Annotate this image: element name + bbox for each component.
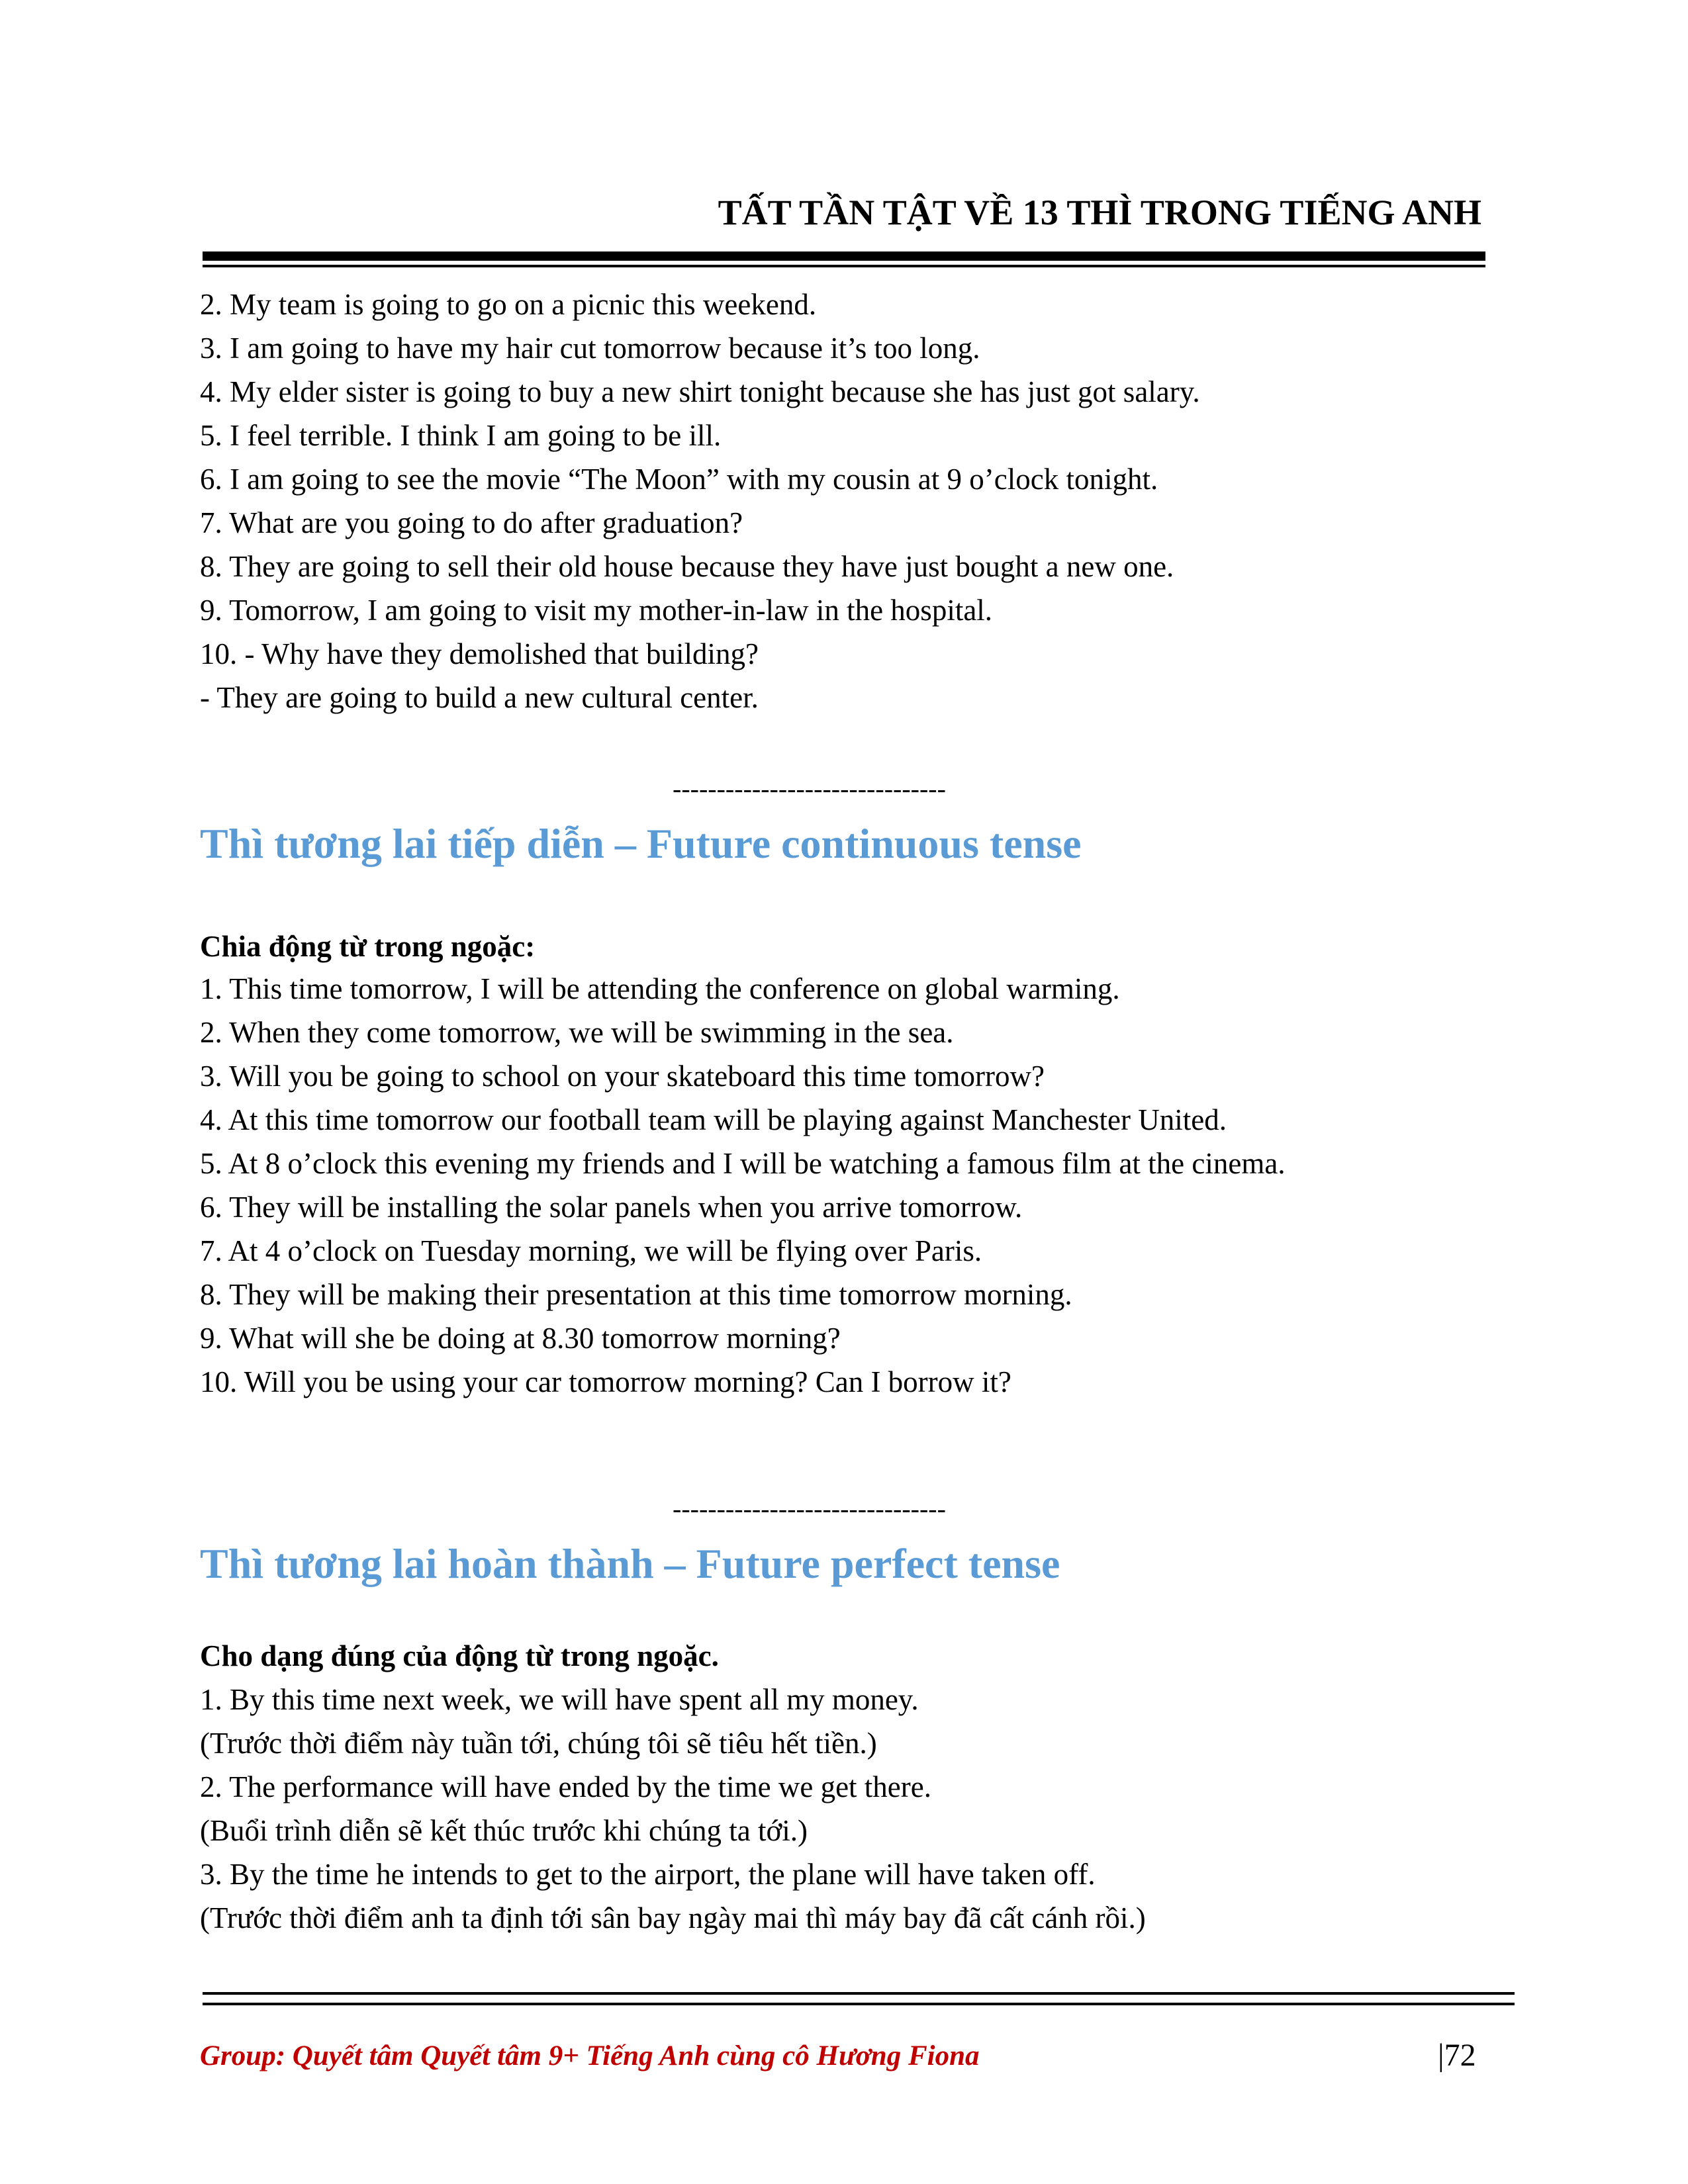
list-item: 6. I am going to see the movie “The Moon” with my cousin at 9 o’clock tonight. [200, 463, 1158, 496]
future-perfect-title: Thì tương lai hoàn thành – Future perfect tense [200, 1540, 1060, 1587]
list-item: 5. I feel terrible. I think I am going to be ill. [200, 419, 722, 452]
list-item: 9. Tomorrow, I am going to visit my mother-in-law in the hospital. [200, 594, 993, 627]
footer-rule [203, 1992, 1515, 1995]
list-item: (Trước thời điểm này tuần tới, chúng tôi sẽ tiêu hết tiền.) [200, 1727, 877, 1760]
list-item: 7. At 4 o’clock on Tuesday morning, we will be flying over Paris. [200, 1234, 982, 1267]
future-continuous-instruction: Chia động từ trong ngoặc: [200, 930, 536, 963]
list-item: 9. What will she be doing at 8.30 tomorrow morning? [200, 1322, 841, 1355]
list-item: (Trước thời điểm anh ta định tới sân bay ngày mai thì máy bay đã cất cánh rồi.) [200, 1901, 1146, 1934]
list-item: 6. They will be installing the solar panels when you arrive tomorrow. [200, 1191, 1023, 1224]
list-item: 8. They will be making their presentation at this time tomorrow morning. [200, 1278, 1072, 1311]
list-item: 10. Will you be using your car tomorrow morning? Can I borrow it? [200, 1365, 1011, 1398]
future-continuous-title: Thì tương lai tiếp diễn – Future continuous tense [200, 820, 1082, 867]
list-item: 5. At 8 o’clock this evening my friends and I will be watching a famous film at the cinema. [200, 1147, 1286, 1180]
header-rule-thin [203, 265, 1485, 267]
list-item: 3. Will you be going to school on your skateboard this time tomorrow? [200, 1060, 1045, 1093]
list-item: (Buổi trình diễn sẽ kết thúc trước khi chúng ta tới.) [200, 1814, 808, 1847]
list-item: 3. I am going to have my hair cut tomorrow because it’s too long. [200, 332, 980, 365]
list-item: 10. - Why have they demolished that building? [200, 637, 759, 670]
list-item: 1. This time tomorrow, I will be attending the conference on global warming. [200, 972, 1120, 1005]
list-item: 2. My team is going to go on a picnic this weekend. [200, 288, 817, 321]
section-separator: ------------------------------- [673, 1494, 946, 1524]
list-item: 4. At this time tomorrow our football team will be playing against Manchester United. [200, 1103, 1227, 1136]
list-item: 2. When they come tomorrow, we will be swimming in the sea. [200, 1016, 954, 1049]
list-item: 7. What are you going to do after graduation? [200, 506, 743, 539]
footer-rule [203, 2003, 1515, 2005]
future-perfect-instruction: Cho dạng đúng của động từ trong ngoặc. [200, 1639, 719, 1672]
section-separator: ------------------------------- [673, 774, 946, 803]
page-header-title: TẤT TẦN TẬT VỀ 13 THÌ TRONG TIẾNG ANH [718, 193, 1481, 232]
list-item: 2. The performance will have ended by the time we get there. [200, 1770, 931, 1803]
list-item: 8. They are going to sell their old house because they have just bought a new one. [200, 550, 1174, 583]
header-rule-thick [203, 251, 1485, 261]
page-number: |72 [1438, 2038, 1476, 2073]
footer-group-text: Group: Quyết tâm Quyết tâm 9+ Tiếng Anh cùng cô Hương Fiona [200, 2040, 980, 2071]
list-item: 3. By the time he intends to get to the airport, the plane will have taken off. [200, 1858, 1096, 1891]
list-item: - They are going to build a new cultural center. [200, 681, 759, 714]
list-item: 1. By this time next week, we will have spent all my money. [200, 1683, 919, 1716]
list-item: 4. My elder sister is going to buy a new shirt tonight because she has just got salary. [200, 375, 1200, 408]
